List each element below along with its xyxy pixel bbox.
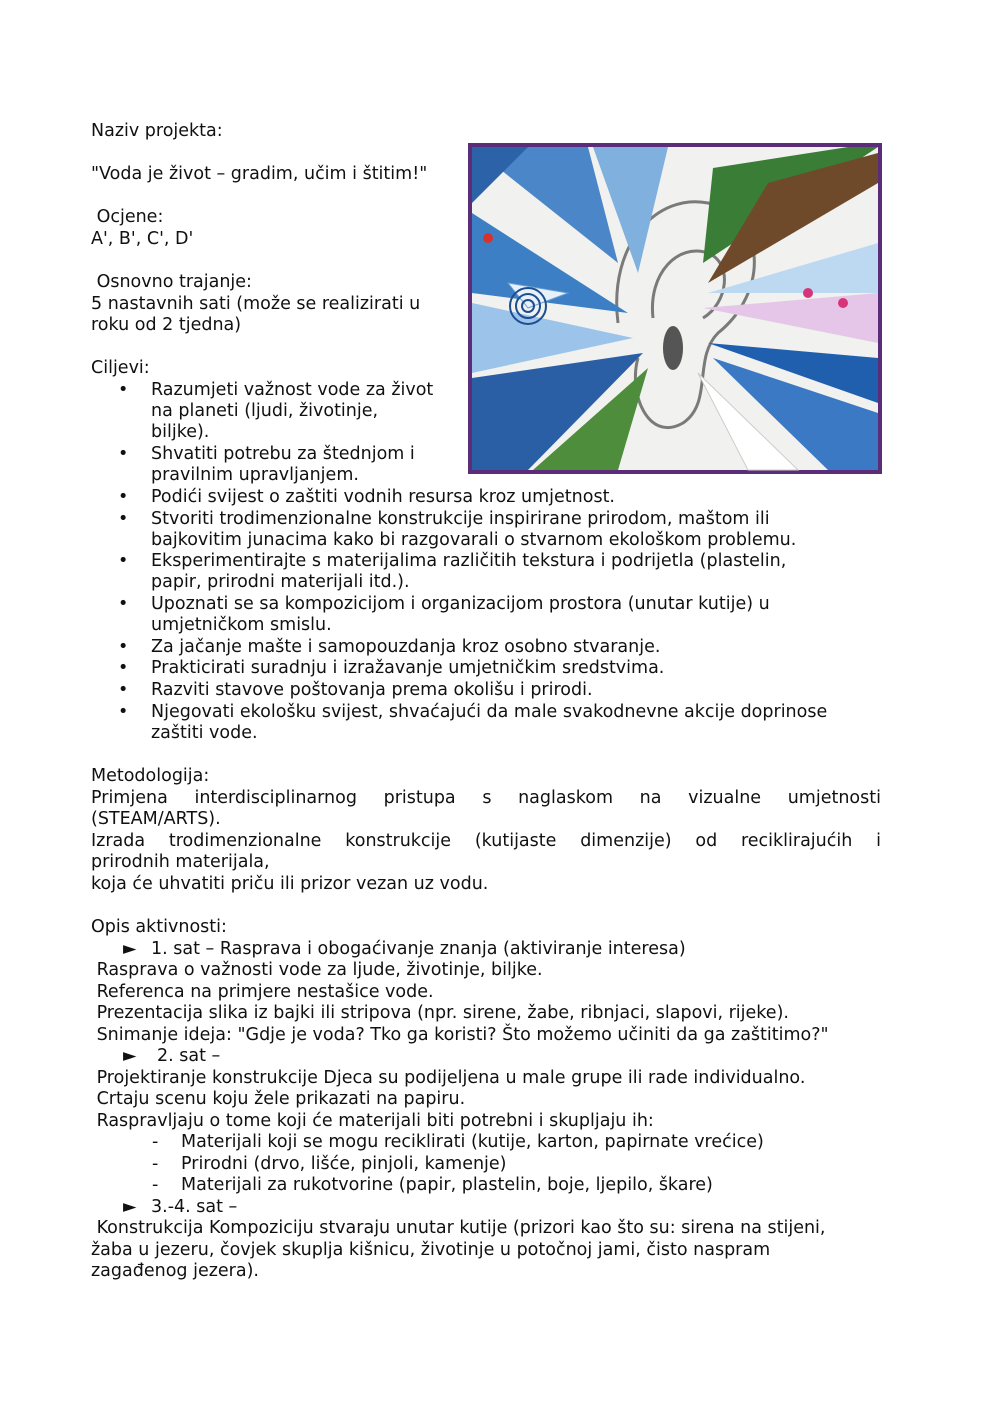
- bullet-icon: •: [118, 658, 129, 678]
- methodology-label: Metodologija:: [91, 766, 210, 786]
- list-item: Stvoriti trodimenzionalne konstrukcije inspirirane prirodom, maštom ili: [151, 509, 770, 529]
- methodology-text: Primjena interdisciplinarnog pristupa s naglaskom na vizualne umjetnosti: [91, 788, 881, 808]
- activity-line: Konstrukcija Kompoziciju stvaraju unutar kutije (prizori kao što su: sirena na stijeni,: [91, 1218, 826, 1238]
- list-item: papir, prirodni materijali itd.).: [151, 572, 410, 592]
- activity-line: Snimanje ideja: "Gdje je voda? Tko ga koristi? Što možemo učiniti da ga zaštitimo?": [91, 1025, 829, 1045]
- list-item: Razumjeti važnost vode za život: [151, 380, 434, 400]
- list-item: bajkovitim junacima kako bi razgovarali o stvarnom ekološkom problemu.: [151, 530, 797, 550]
- activity-line: Crtaju scenu koju žele prikazati na papiru.: [91, 1089, 466, 1109]
- list-item: na planeti (ljudi, životinje,: [151, 401, 379, 421]
- session-heading: 1. sat – Rasprava i obogaćivanje znanja (aktiviranje interesa): [151, 939, 686, 959]
- bullet-icon: •: [118, 487, 129, 507]
- list-item: Prakticirati suradnju i izražavanje umjetničkim sredstvima.: [151, 658, 665, 678]
- material-item: Materijali za rukotvorine (papir, plastelin, boje, ljepilo, škare): [181, 1175, 713, 1195]
- dash-icon: -: [152, 1132, 159, 1152]
- project-label: Naziv projekta:: [91, 121, 223, 141]
- dash-icon: -: [152, 1175, 159, 1195]
- list-item: zaštiti vode.: [151, 723, 258, 743]
- activity-line: žaba u jezeru, čovjek skuplja kišnicu, životinje u potočnoj jami, čisto naspram: [91, 1240, 771, 1260]
- activity-line: Prezentacija slika iz bajki ili stripova (npr. sirene, žabe, ribnjaci, slapovi, rijeke).: [91, 1003, 789, 1023]
- arrow-icon: ►: [123, 1046, 137, 1066]
- duration-line: roku od 2 tjedna): [91, 315, 242, 335]
- list-item: Podići svijest o zaštiti vodnih resursa kroz umjetnost.: [151, 487, 615, 507]
- activity-line: Projektiranje konstrukcije Djeca su podijeljena u male grupe ili rade individualno.: [91, 1068, 806, 1088]
- list-item: pravilnim upravljanjem.: [151, 465, 359, 485]
- goals-label: Ciljevi:: [91, 358, 150, 378]
- duration-line: 5 nastavnih sati (može se realizirati u: [91, 294, 421, 314]
- session-heading: 2. sat –: [157, 1046, 221, 1066]
- list-item: umjetničkom smislu.: [151, 615, 332, 635]
- water-artwork-image: [468, 143, 882, 474]
- activity-line: Raspravljaju o tome koji će materijali biti potrebni i skupljaju ih:: [91, 1111, 654, 1131]
- activity-line: Referenca na primjere nestašice vode.: [91, 982, 434, 1002]
- list-item: biljke).: [151, 422, 210, 442]
- bullet-icon: •: [118, 380, 129, 400]
- material-item: Prirodni (drvo, lišće, pinjoli, kamenje): [181, 1154, 507, 1174]
- bullet-icon: •: [118, 637, 129, 657]
- bullet-icon: •: [118, 444, 129, 464]
- methodology-text: (STEAM/ARTS).: [91, 809, 221, 829]
- bullet-icon: •: [118, 594, 129, 614]
- grades-label: Ocjene:: [91, 207, 164, 227]
- session-heading: 3.-4. sat –: [151, 1197, 238, 1217]
- bullet-icon: •: [118, 509, 129, 529]
- list-item: Shvatiti potrebu za štednjom i: [151, 444, 415, 464]
- dash-icon: -: [152, 1154, 159, 1174]
- activity-line: Rasprava o važnosti vode za ljude, životinje, biljke.: [91, 960, 543, 980]
- methodology-text: Izrada trodimenzionalne konstrukcije (kutijaste dimenzije) od reciklirajućih i: [91, 831, 881, 851]
- list-item: Razviti stavove poštovanja prema okolišu i prirodi.: [151, 680, 593, 700]
- arrow-icon: ►: [123, 939, 137, 959]
- bullet-icon: •: [118, 702, 129, 722]
- arrow-icon: ►: [123, 1197, 137, 1217]
- duration-label: Osnovno trajanje:: [91, 272, 252, 292]
- methodology-text: prirodnih materijala,: [91, 852, 270, 872]
- methodology-text: koja će uhvatiti priču ili prizor vezan uz vodu.: [91, 874, 489, 894]
- list-item: Eksperimentirajte s materijalima različitih tekstura i podrijetla (plastelin,: [151, 551, 787, 571]
- grades-value: A', B', C', D': [91, 229, 194, 249]
- list-item: Upoznati se sa kompozicijom i organizacijom prostora (unutar kutije) u: [151, 594, 770, 614]
- material-item: Materijali koji se mogu reciklirati (kutije, karton, papirnate vrećice): [181, 1132, 764, 1152]
- project-title: "Voda je život – gradim, učim i štitim!": [91, 164, 428, 184]
- bullet-icon: •: [118, 551, 129, 571]
- bullet-icon: •: [118, 680, 129, 700]
- list-item: Za jačanje mašte i samopouzdanja kroz osobno stvaranje.: [151, 637, 661, 657]
- list-item: Njegovati ekološku svijest, shvaćajući da male svakodnevne akcije doprinose: [151, 702, 828, 722]
- activity-line: zagađenog jezera).: [91, 1261, 259, 1281]
- activities-label: Opis aktivnosti:: [91, 917, 227, 937]
